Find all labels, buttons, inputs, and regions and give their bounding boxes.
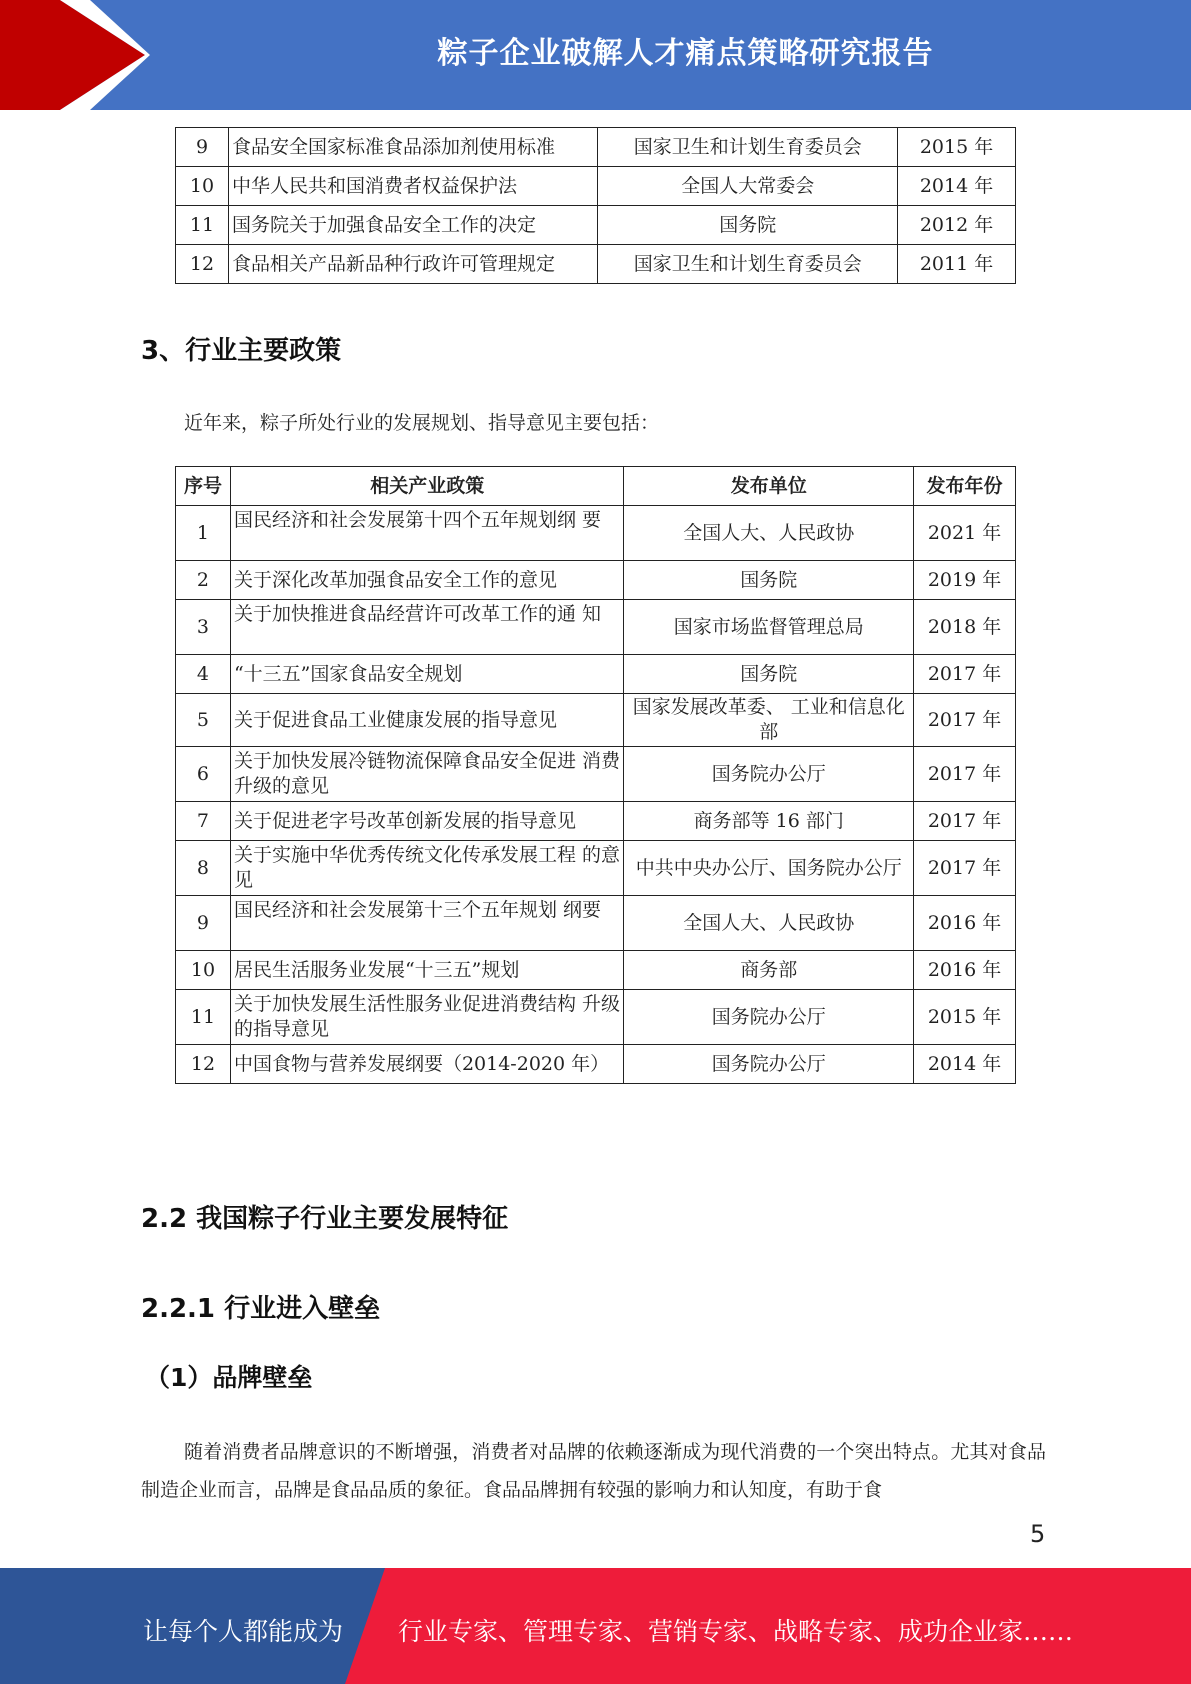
table-row — [176, 506, 1016, 561]
report-title: 粽子企业破解人才痛点策略研究报告 — [437, 36, 934, 71]
regulation-name: 食品安全国家标准食品添加剂使用标准 — [228, 128, 598, 167]
section-heading-policies: 3、行业主要政策 — [141, 336, 342, 366]
year: 2017 年 — [914, 802, 1016, 841]
row-number: 8 — [176, 841, 231, 896]
table-row — [176, 896, 1016, 951]
year: 2014 年 — [914, 1045, 1016, 1084]
table-row — [176, 1045, 1016, 1084]
policies-intro: 近年来，粽子所处行业的发展规划、指导意见主要包括： — [184, 412, 660, 434]
page-footer — [0, 1568, 1191, 1684]
issuer: 国家卫生和计划生育委员会 — [598, 245, 898, 284]
row-number: 11 — [176, 206, 229, 245]
policy-name: 关于深化改革加强食品安全工作的意见 — [230, 561, 624, 600]
row-number: 11 — [176, 990, 231, 1045]
row-number: 3 — [176, 600, 231, 655]
issuer: 全国人大、人民政协 — [624, 506, 914, 561]
issuer: 国务院办公厅 — [624, 1045, 914, 1084]
header-policy: 相关产业政策 — [230, 467, 624, 506]
table-row — [176, 655, 1016, 694]
row-number: 2 — [176, 561, 231, 600]
year: 2016 年 — [914, 896, 1016, 951]
policy-name: 国民经济和社会发展第十三个五年规划 纲要 — [230, 896, 624, 951]
policy-name: 关于加快推进食品经营许可改革工作的通 知 — [230, 600, 624, 655]
table-row — [176, 951, 1016, 990]
year: 2015 年 — [898, 128, 1016, 167]
issuer: 全国人大常委会 — [598, 167, 898, 206]
year: 2021 年 — [914, 506, 1016, 561]
row-number: 4 — [176, 655, 231, 694]
issuer: 国务院 — [598, 206, 898, 245]
table-row — [176, 561, 1016, 600]
policies-table-body — [176, 506, 1016, 1084]
year: 2019 年 — [914, 561, 1016, 600]
policy-name: 关于加快发展生活性服务业促进消费结构 升级的指导意见 — [230, 990, 624, 1045]
year: 2017 年 — [914, 747, 1016, 802]
year: 2017 年 — [914, 655, 1016, 694]
row-number: 6 — [176, 747, 231, 802]
table-row — [176, 747, 1016, 802]
table-row — [176, 802, 1016, 841]
issuer: 国家卫生和计划生育委员会 — [598, 128, 898, 167]
brand-barrier-paragraph: 随着消费者品牌意识的不断增强，消费者对品牌的依赖逐渐成为现代消费的一个突出特点。尤其对食品制造企业而言，品牌是食品品质的象征。食品品牌拥有较强的影响力和认知度，有助于食 — [141, 1441, 1046, 1501]
policy-name: 国民经济和社会发展第十四个五年规划纲 要 — [230, 506, 624, 561]
policy-name: “十三五”国家食品安全规划 — [230, 655, 624, 694]
header-issuer: 发布单位 — [624, 467, 914, 506]
table-row — [176, 600, 1016, 655]
row-number: 10 — [176, 951, 231, 990]
row-number: 10 — [176, 167, 229, 206]
policy-name: 关于加快发展冷链物流保障食品安全促进 消费升级的意见 — [230, 747, 624, 802]
year: 2016 年 — [914, 951, 1016, 990]
issuer: 商务部等 16 部门 — [624, 802, 914, 841]
row-number: 5 — [176, 694, 231, 747]
year: 2012 年 — [898, 206, 1016, 245]
table-row — [176, 990, 1016, 1045]
policy-name: 关于促进老字号改革创新发展的指导意见 — [230, 802, 624, 841]
regulation-name: 国务院关于加强食品安全工作的决定 — [228, 206, 598, 245]
row-number: 9 — [176, 896, 231, 951]
policy-name: 关于实施中华优秀传统文化传承发展工程 的意见 — [230, 841, 624, 896]
table-row — [176, 167, 1016, 206]
policy-name: 关于促进食品工业健康发展的指导意见 — [230, 694, 624, 747]
footer-slogan-right: 行业专家、管理专家、营销专家、战略专家、成功企业家…… — [398, 1617, 1074, 1646]
year: 2011 年 — [898, 245, 1016, 284]
footer-slogan-left: 让每个人都能成为 — [143, 1617, 344, 1646]
year: 2014 年 — [898, 167, 1016, 206]
policies-table — [175, 466, 1016, 1084]
policy-name: 中国食物与营养发展纲要（2014-2020 年） — [230, 1045, 624, 1084]
regulations-table — [175, 127, 1016, 284]
regulation-name: 中华人民共和国消费者权益保护法 — [228, 167, 598, 206]
year: 2018 年 — [914, 600, 1016, 655]
issuer: 中共中央办公厅、国务院办公厅 — [624, 841, 914, 896]
section-heading-2-2: 2.2 我国粽子行业主要发展特征 — [141, 1204, 509, 1234]
issuer: 国家市场监督管理总局 — [624, 600, 914, 655]
row-number: 9 — [176, 128, 229, 167]
row-number: 12 — [176, 245, 229, 284]
header-no: 序号 — [176, 467, 231, 506]
issuer: 国务院 — [624, 561, 914, 600]
table-row — [176, 841, 1016, 896]
issuer: 全国人大、人民政协 — [624, 896, 914, 951]
header-year: 发布年份 — [914, 467, 1016, 506]
issuer: 国务院办公厅 — [624, 747, 914, 802]
section-heading-brand-barrier: （1）品牌壁垒 — [145, 1363, 313, 1392]
row-number: 12 — [176, 1045, 231, 1084]
policy-name: 居民生活服务业发展“十三五”规划 — [230, 951, 624, 990]
row-number: 7 — [176, 802, 231, 841]
table-row — [176, 128, 1016, 167]
section-heading-2-2-1: 2.2.1 行业进入壁垒 — [141, 1294, 381, 1324]
issuer: 国务院办公厅 — [624, 990, 914, 1045]
year: 2017 年 — [914, 694, 1016, 747]
regulation-name: 食品相关产品新品种行政许可管理规定 — [228, 245, 598, 284]
table-header-row — [176, 467, 1016, 506]
issuer: 商务部 — [624, 951, 914, 990]
row-number: 1 — [176, 506, 231, 561]
table-row — [176, 206, 1016, 245]
page-header — [0, 0, 1191, 110]
regulations-table-body — [176, 128, 1016, 284]
year: 2015 年 — [914, 990, 1016, 1045]
page-number: 5 — [1030, 1520, 1046, 1548]
table-row — [176, 245, 1016, 284]
issuer: 国务院 — [624, 655, 914, 694]
year: 2017 年 — [914, 841, 1016, 896]
table-row — [176, 694, 1016, 747]
issuer: 国家发展改革委、 工业和信息化部 — [624, 694, 914, 747]
